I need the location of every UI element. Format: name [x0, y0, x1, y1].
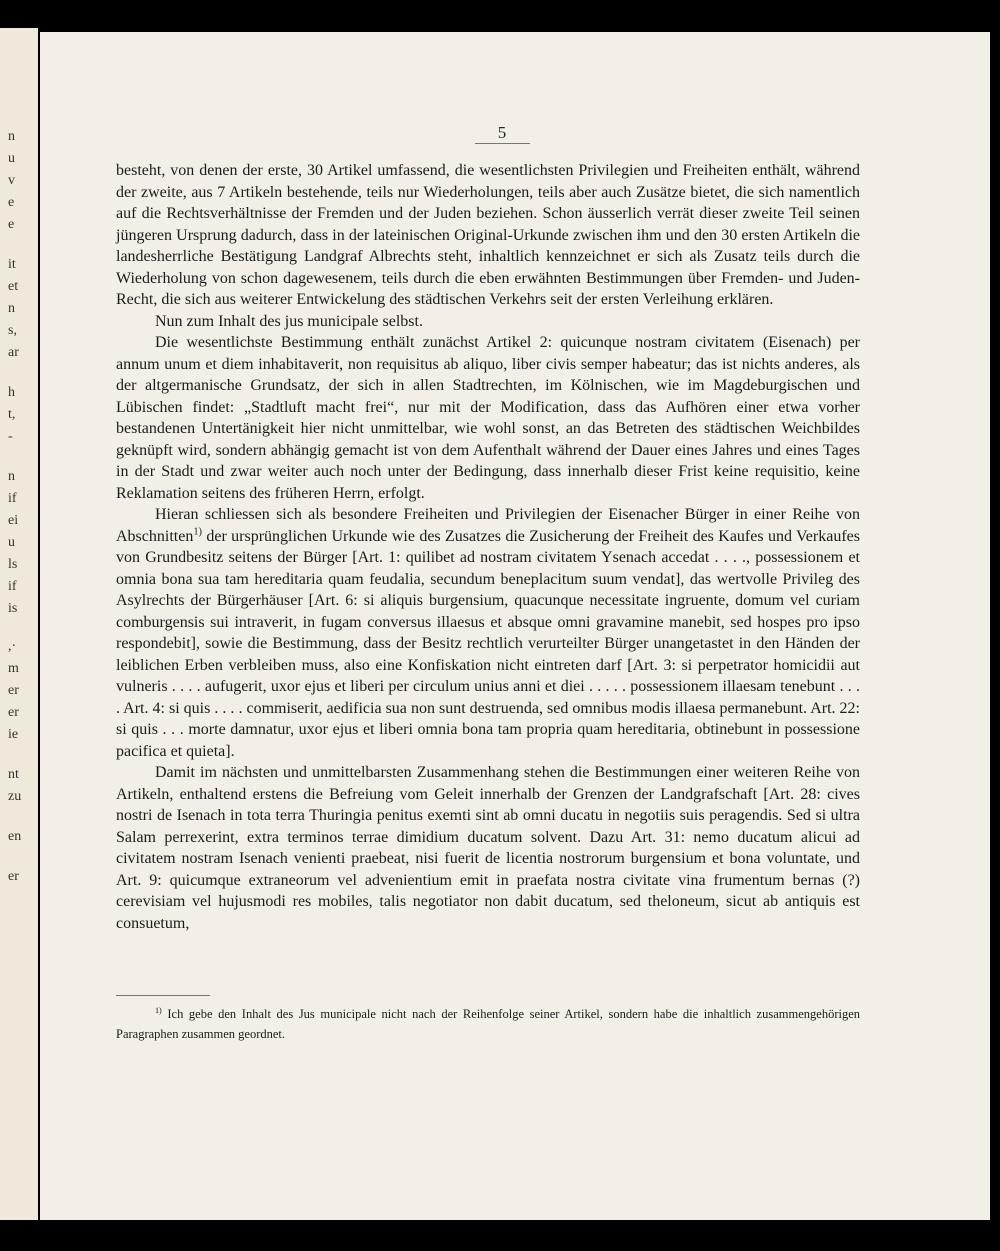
facing-page-fragment: it: [8, 257, 16, 272]
facing-page-fragment: nt: [8, 767, 19, 782]
facing-page-fragment: et: [8, 279, 19, 294]
page-number-rule: [475, 143, 530, 144]
facing-page-fragment: ,·: [8, 639, 17, 654]
footnote-mark: 1): [155, 1005, 162, 1015]
paragraph-3: Die wesentlichste Bestimmung enthält zunächst Artikel 2: quicunque nostram civitatem (Eisenach) per annum unum et diem inhabitaverit, non requisitus ab aliquo, liber civis semper habeatur; das ist nichts anderes, als der altgermanische Grundsatz, der sich in allen Stadtrechten, im Kölnischen, wie im Magdeburgischen und Lübischen findet: „Stadtluft macht frei“, nur mit der Modification, dass das Aufhören einer etwa vorher bestandenen Untertänigkeit hier nicht unmittelbar, wie wohl sonst, an das Betreten des städtischen Weichbildes geknüpft wird, sondern abhängig gemacht ist von dem Aufenthalt während der Dauer eines Jahres und eines Tages in der Stadt und zwar weiter auch noch unter der Bedingung, dass innerhalb dieser Frist keine requisitio, keine Reklamation seitens des früheren Herrn, erfolgt.: [116, 334, 860, 502]
facing-page-fragment: ar: [8, 345, 19, 360]
facing-page-fragment: e: [8, 217, 15, 232]
facing-page-edge: [0, 28, 38, 1220]
facing-page-fragment: if: [8, 491, 17, 506]
facing-page-fragment: er: [8, 869, 19, 884]
paragraph-2: Nun zum Inhalt des jus municipale selbst.: [155, 312, 423, 330]
body-text: [116, 160, 860, 934]
facing-page-fragment: ei: [8, 513, 19, 528]
paragraph-4-text-b: der ursprünglichen Urkunde wie des Zusatzes die Zusicherung der Freiheit des Kaufes und Verkaufes von Grundbesitz seitens der Bürger [Art. 1: quilibet ad nostram civitatem Ysenach accedat . . . ., possessionem et omnia bona sua tam hereditaria quam feudalia, secundum beneplacitum suum vendat], das wertvolle Privileg des Asylrechts der Bürgerhäuser [Art. 6: si aliquis burgensium, quacunque necessitate ingruente, domum vel curiam comburgensis sui intraverit, in fugam conversus illaesus et absque omni gravamine manebit, sed hospes pro ipso respondebit], sowie die Bestimmung, dass der Besitz rechtlich verurteilter Bürger unangetastet in den Händen der leiblichen Erben verbleiben muss, also eine Konfiskation nicht eintreten darf [Art. 3: si perpetrator homicidii aut vulneris . . . . aufugerit, uxor ejus et liberi per circulum unius anni et diei . . . . . possessionem illaesam tenebunt . . . . Art. 4: si quis . . . . commiserit, aedificia sua non sunt destruenda, sed omnibus modis illaesa permanebunt. Art. 22: si quis . . . morte damnatur, uxor ejus et liberi omnia bona tam propria quam hereditaria, obtinebunt in possessione pacifica et quieta].: [116, 527, 860, 760]
facing-page-fragment: zu: [8, 789, 22, 804]
footnote: [116, 1004, 860, 1044]
facing-page-fragment: v: [8, 173, 15, 188]
facing-page-fragment: ie: [8, 727, 19, 742]
facing-page-fragment: -: [8, 429, 13, 444]
paragraph-4-text-a: Hieran schliessen sich als besondere Freiheiten und Privilegien der Eisenacher Bürger in einer Reihe von Abschnitten: [116, 506, 860, 545]
facing-page-fragment: t,: [8, 407, 16, 422]
footnote-text: Ich gebe den Inhalt des Jus municipale nicht nach der Reihenfolge seiner Artikel, sondern habe die inhaltlich zusammengehörigen Paragraphen zusammen geordnet.: [116, 1007, 860, 1041]
facing-page-fragment: en: [8, 829, 22, 844]
facing-page-fragment: m: [8, 661, 19, 676]
facing-page-fragment: ls: [8, 557, 18, 572]
facing-page-fragment: n: [8, 301, 15, 316]
facing-page-fragment: n: [8, 129, 15, 144]
facing-page-fragment: n: [8, 469, 15, 484]
facing-page-fragment: h: [8, 385, 15, 400]
facing-page-fragment: er: [8, 705, 19, 720]
paragraph-5: Damit im nächsten und unmittelbarsten Zusammenhang stehen die Bestimmungen einer weiteren Reihe von Artikeln, enthaltend erstens die Befreiung vom Geleit innerhalb der Grenzen der Landgrafschaft [Art. 28: cives nostri de Isenach in tota terra Thuringia penitus exemti sint ab omni ducatu in negotiis suis peragendis. Sed si ultra Salam perrexerint, extra terminos terrae dimidium ducatum solvent. Dazu Art. 31: nemo ducatum alicui ad civitatem nostram Isenach venienti praebeat, nisi fuerit de licentia nostrorum burgensium et bona voluntate, und Art. 9: quicumque extraneorum vel advenientium emit in praefata nostra civitate vina frumentum bernas (?) cerevisiam vel hujusmodi res mobiles, talis negotiator non dabit ducatum, sed theloneum, sicut ab antiquis est consuetum,: [116, 764, 860, 932]
paragraph-1: besteht, von denen der erste, 30 Artikel umfassend, die wesentlichsten Privilegien und Freiheiten enthält, während der zweite, aus 7 Artikeln bestehende, teils nur Wiederholungen, teils aber auch Zusätze bietet, die sich namentlich auf die Rechtsverhältnisse der Fremden und der Juden beziehen. Schon äusserlich verrät dieser zweite Teil seinen jüngeren Ursprung dadurch, dass in der lateinischen Original-Urkunde zwischen ihm und den 30 ersten Artikeln die landesherrliche Bestätigung Landgraf Albrechts steht, inhaltlich kennzeichnet er sich als Zusatz teils durch die Wiederholung von schon dagewesenem, teils durch die eben erwähnten Bestimmungen über Fremden- und Juden-Recht, die sich aus weiterer Entwickelung des städtischen Verkehrs seit der ersten Verleihung erklären.: [116, 162, 860, 308]
document-page: [40, 32, 990, 1220]
footnote-reference: 1): [193, 526, 202, 538]
facing-page-fragment: er: [8, 683, 19, 698]
footnote-rule: [116, 995, 210, 996]
facing-page-fragment: is: [8, 601, 18, 616]
page-number: 5: [497, 123, 507, 142]
facing-page-fragment: s,: [8, 323, 17, 338]
paragraph-4: [116, 504, 860, 762]
facing-page-fragment: u: [8, 151, 15, 166]
facing-page-fragment: u: [8, 535, 15, 550]
facing-page-fragment: e: [8, 195, 15, 210]
facing-page-fragment: if: [8, 579, 17, 594]
